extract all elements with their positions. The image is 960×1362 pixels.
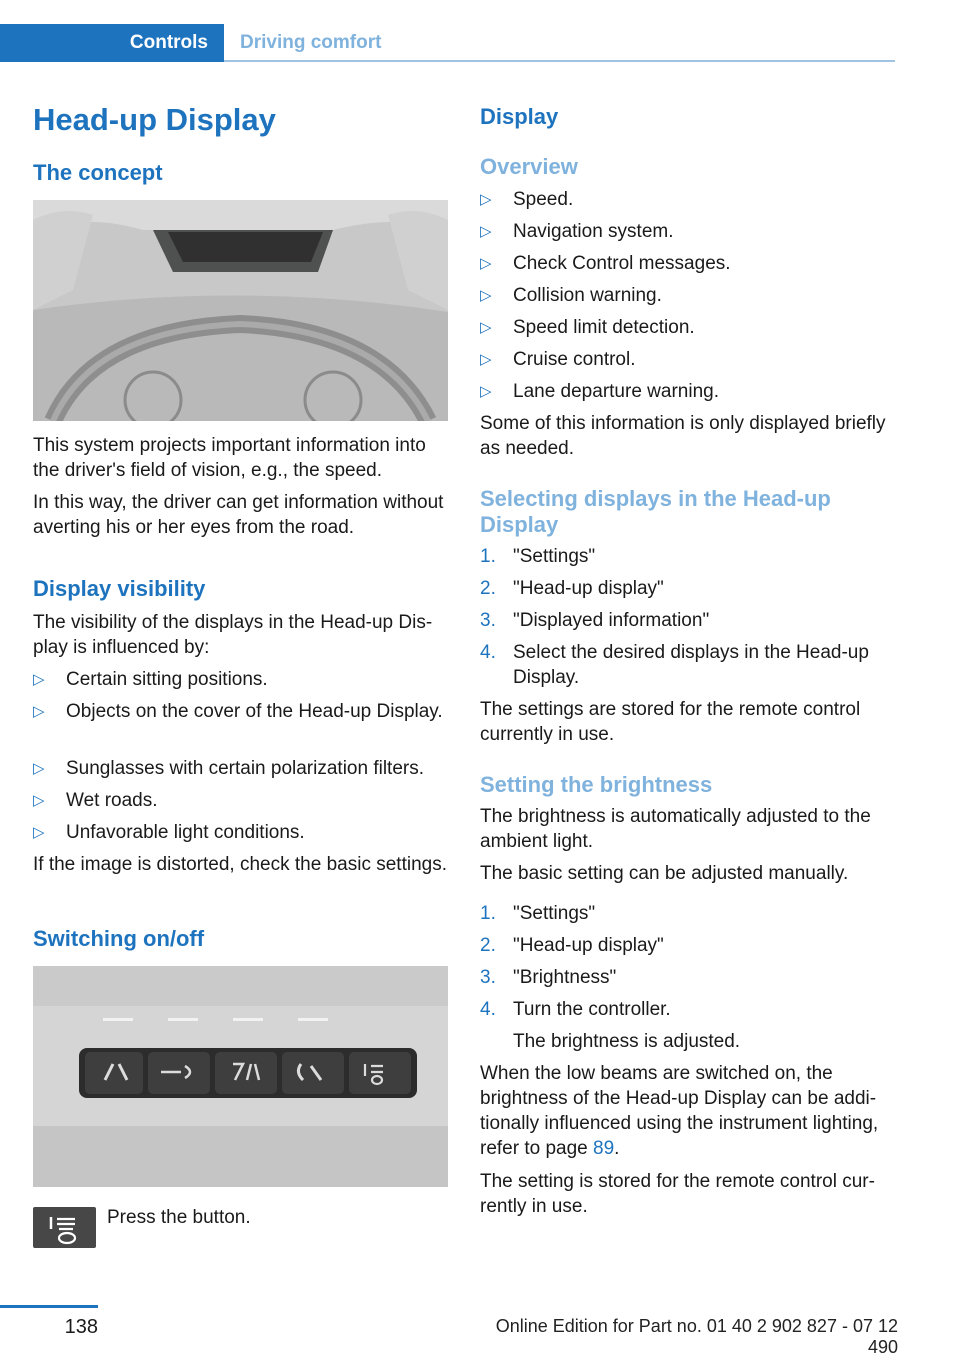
press-button-text: Press the button.: [107, 1207, 251, 1228]
button-panel-illustration: [33, 966, 448, 1187]
list-item: ▷ Navigation system.: [480, 221, 674, 242]
visibility-intro: The visibility of the displays in the Head-up Display is influenced by:: [33, 612, 433, 658]
list-item: ▷ Collision warning.: [480, 285, 662, 306]
list-item: 3. "Brightness": [480, 967, 617, 988]
edition-footer: Online Edition for Part no. 01 40 2 902 827 - 07 12 490: [495, 1316, 898, 1357]
selecting-note: The settings are stored for the remote control currently in use.: [480, 699, 861, 745]
concept-heading: The concept: [33, 160, 163, 185]
chapter-header: [0, 24, 895, 62]
head-up-display-illustration: [33, 200, 448, 421]
dashboard-drawing: [33, 200, 448, 421]
list-item: 4. Turn the controller.: [480, 999, 671, 1020]
stored-note: The setting is stored for the remote control currently in use.: [480, 1171, 875, 1217]
overview-note: Some of this information is only displayed briefly as needed.: [480, 413, 886, 459]
hud-symbol-icon: [33, 1207, 96, 1248]
list-item: ▷ Sunglasses with certain polarization filters.: [33, 758, 425, 779]
triangle-bullet-icon: ▷: [33, 671, 45, 688]
triangle-bullet-icon: ▷: [480, 287, 492, 304]
list-item: ▷ Wet roads.: [33, 790, 158, 811]
footer-divider: [0, 1305, 98, 1308]
list-item: ▷ Check Control messages.: [480, 253, 731, 274]
triangle-bullet-icon: ▷: [33, 760, 45, 777]
triangle-bullet-icon: ▷: [33, 703, 45, 720]
list-item: ▷ Lane departure warning.: [480, 381, 719, 402]
selecting-heading: Selecting displays in the Head-up Display: [480, 486, 831, 537]
brightness-paragraph-2: The basic setting can be adjusted manually.: [480, 863, 849, 884]
list-item: 1. "Settings": [480, 546, 596, 567]
list-item: 2. "Head-up display": [480, 578, 664, 599]
triangle-bullet-icon: ▷: [480, 223, 492, 240]
list-item: 4. Select the desired displays in the Head-up Display.: [480, 642, 869, 688]
page-number: 138: [64, 1316, 98, 1338]
triangle-bullet-icon: ▷: [33, 792, 45, 809]
triangle-bullet-icon: ▷: [33, 824, 45, 841]
visibility-heading: Display visibility: [33, 576, 206, 601]
display-heading: Display: [480, 104, 559, 129]
triangle-bullet-icon: ▷: [480, 255, 492, 272]
list-item: ▷ Speed limit detection.: [480, 317, 695, 338]
triangle-bullet-icon: ▷: [480, 191, 492, 208]
page-title: Head-up Display: [33, 102, 276, 137]
button-panel-drawing: [33, 966, 448, 1187]
switch-heading: Switching on/off: [33, 926, 205, 951]
triangle-bullet-icon: ▷: [480, 383, 492, 400]
triangle-bullet-icon: ▷: [480, 319, 492, 336]
chapter-tab-controls: Controls: [0, 24, 224, 62]
head-up-display-button-icon: [33, 1207, 96, 1248]
brightness-heading: Setting the brightness: [480, 772, 713, 797]
distorted-note: If the image is distorted, check the basic settings.: [33, 854, 447, 875]
overview-heading: Overview: [480, 154, 578, 179]
concept-paragraph-1: This system projects important information into the driver's field of vision, e.g., the speed.: [33, 435, 426, 481]
chapter-tab-driving-comfort: Driving comfort: [240, 32, 382, 53]
list-item: ▷ Certain sitting positions.: [33, 669, 268, 690]
brightness-result: The brightness is adjusted.: [513, 1031, 741, 1052]
list-item: 3. "Displayed information": [480, 610, 710, 631]
list-item: 2. "Head-up display": [480, 935, 664, 956]
page-reference-link[interactable]: 89: [593, 1138, 615, 1159]
list-item: ▷ Speed.: [480, 189, 574, 210]
concept-paragraph-2: In this way, the driver can get information without averting his or her eyes from the road.: [33, 492, 444, 538]
lowbeam-paragraph: When the low beams are switched on, the brightness of the Head-up Display can be additionally influenced using the instrument lighting, refer to page 89.: [480, 1063, 879, 1159]
list-item: 1. "Settings": [480, 903, 596, 924]
triangle-bullet-icon: ▷: [480, 351, 492, 368]
list-item: ▷ Cruise control.: [480, 349, 636, 370]
list-item: ▷ Objects on the cover of the Head-up Display.: [33, 701, 443, 722]
brightness-paragraph-1: The brightness is automatically adjusted to the ambient light.: [480, 806, 871, 852]
list-item: ▷ Unfavorable light conditions.: [33, 822, 305, 843]
